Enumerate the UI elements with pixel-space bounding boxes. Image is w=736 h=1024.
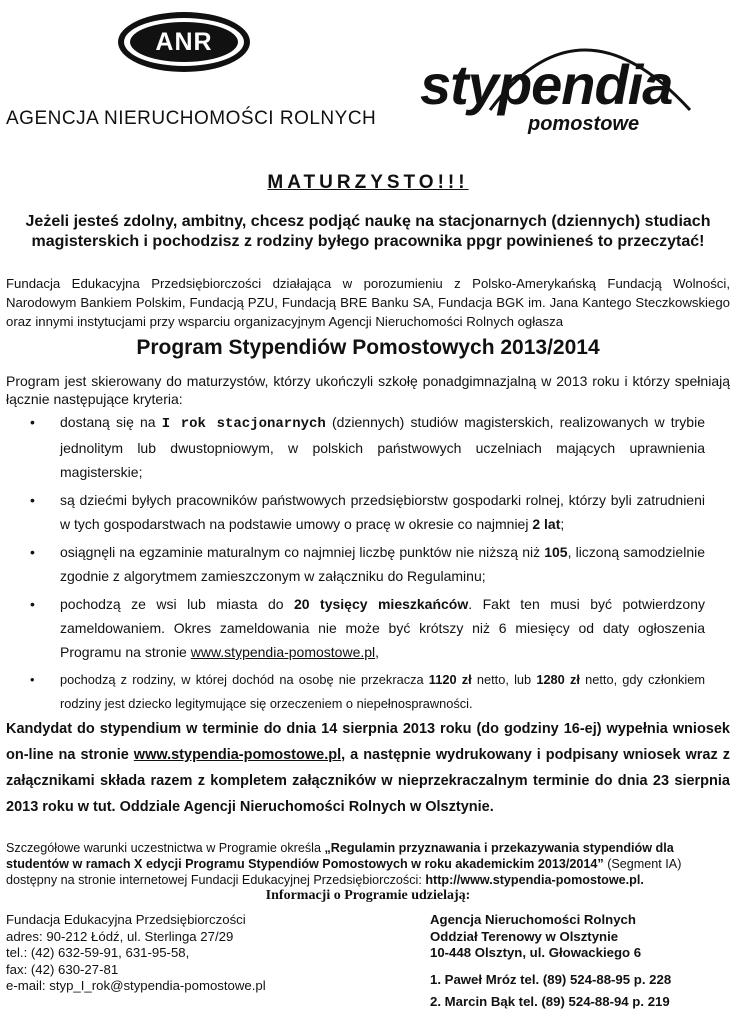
program-title: Program Stypendiów Pomostowych 2013/2014 <box>136 336 600 359</box>
lead-paragraph: Jeżeli jesteś zdolny, ambitny, chcesz podjąć naukę na stacjonarnych (dziennych) studiach magisterskich i pochodzisz z rodziny byłego pracownika ppgr powinieneś to przeczytać! <box>25 213 711 250</box>
agency-contact <box>430 912 730 1011</box>
agency-address: 10-448 Olsztyn, ul. Głowackiego 6 <box>430 945 642 960</box>
foundation-phone: tel.: (42) 632-59-91, 631-95-58, <box>6 945 190 960</box>
foundation-email[interactable]: e-mail: styp_I_rok@stypendia-pomostowe.pl <box>6 978 266 993</box>
criteria-item: • osiągnęli na egzaminie maturalnym co najmniej liczbę punktów nie niższą niż 105, liczoną samodzielnie zgodnie z algorytmem zamieszczonym w załączniku do Regulaminu; <box>30 540 705 588</box>
criteria-item: • pochodzą ze wsi lub miasta do 20 tysięcy mieszkańców. Fakt ten musi być potwierdzony zameldowaniem. Okres zameldowania nie może być krótszy niż 6 miesięcy od daty ogłoszenia Programu na stronie www.stypendia-pomostowe.pl, <box>30 592 705 664</box>
criteria-intro: Program jest skierowany do maturzystów, którzy ukończyli szkołę ponadgimnazjalną w 2013 roku i którzy spełniają łącznie następujące kryteria: <box>6 373 730 407</box>
foundation-fax: fax: (42) 630-27-81 <box>6 961 119 977</box>
anr-logo-text: ANR <box>130 22 238 62</box>
criteria-item: • dostaną się na I rok stacjonarnych (dziennych) studiów magisterskich, realizowanych w trybie jednolitym lub dwustopniowym, w polskich państwowych uczelniach mających uprawnienia magisterskie; <box>30 410 705 484</box>
agency-branch: Oddział Terenowy w Olsztynie <box>430 928 619 944</box>
criteria-item: • są dziećmi byłych pracowników państwowych przedsiębiorstw gospodarki rolnej, którzy byli zatrudnieni w tych gospodarstwach na podstawie umowy o pracę w okresie co najmniej 2 lat; <box>30 488 705 536</box>
criteria-list <box>30 410 705 720</box>
agency-contact-name: Agencja Nieruchomości Rolnych <box>430 912 636 927</box>
candidate-paragraph: Kandydat do stypendium w terminie do dnia 14 sierpnia 2013 roku (do godziny 16-ej) wypełnia wniosek on-line na stronie www.stypendia-pomostowe.pl, a następnie wydrukowany i podpisany wniosek wraz z załącznikami składa razem z kompletem załączników w nieprzekraczalnym terminie do dnia 23 sierpnia 2013 roku w tut. Oddziale Agencji Nieruchomości Rolnych w Olsztynie. <box>6 721 730 815</box>
agency-name: AGENCJA NIERUCHOMOŚCI ROLNYCH <box>6 108 377 129</box>
regulations-paragraph: Szczegółowe warunki uczestnictwa w Programie określa „Regulamin przyznawania i przekazywania stypendiów dla studentów w ramach X edycji Programu Stypendiów Pomostowych w roku akademickim 2013/2014” (Segment IA) dostępny na stronie internetowej Fundacji Edukacyjnej Przedsiębiorczości: http://www.stypendia-pomostowe.pl. <box>6 841 682 887</box>
pomostowe-logo-word: pomostowe <box>528 113 640 135</box>
foundation-address: adres: 90-212 Łódź, ul. Sterlinga 27/29 <box>6 928 234 944</box>
page-title: MATURZYSTO!!! <box>267 172 469 193</box>
contact-person-1: 1. Paweł Mróz tel. (89) 524-88-95 p. 228 <box>430 971 672 987</box>
criteria-item: • pochodzą z rodziny, w której dochód na osobę nie przekracza 1120 zł netto, lub 1280 zł netto, gdy członkiem rodziny jest dziecko legitymujące się orzeczeniem o niepełnosprawności. <box>30 668 705 716</box>
contact-heading: Informacji o Programie udzielają: <box>265 888 471 903</box>
foundation-name: Fundacja Edukacyjna Przedsiębiorczości <box>6 912 246 927</box>
application-website-link[interactable]: www.stypendia-pomostowe.pl <box>133 747 342 763</box>
program-website-link[interactable]: www.stypendia-pomostowe.pl <box>190 644 376 660</box>
stypendia-logo-word: stypendia <box>420 53 673 116</box>
foundation-website-link[interactable]: http://www.stypendia-pomostowe.pl. <box>425 873 644 887</box>
intro-paragraph: Fundacja Edukacyjna Przedsiębiorczości działająca w porozumieniu z Polsko-Amerykańską Fundacją Wolności, Narodowym Bankiem Polskim, Fundacją PZU, Fundacją BRE Banku SA, Fundacja BGK im. Jana Kantego Steczkowskiego oraz innymi instytucjami przy wsparciu organizacyjnym Agencji Nieruchomości Rolnych ogłasza <box>6 276 730 329</box>
contact-person-2: 2. Marcin Bąk tel. (89) 524-88-94 p. 219 <box>430 994 670 1009</box>
foundation-contact <box>6 912 366 995</box>
